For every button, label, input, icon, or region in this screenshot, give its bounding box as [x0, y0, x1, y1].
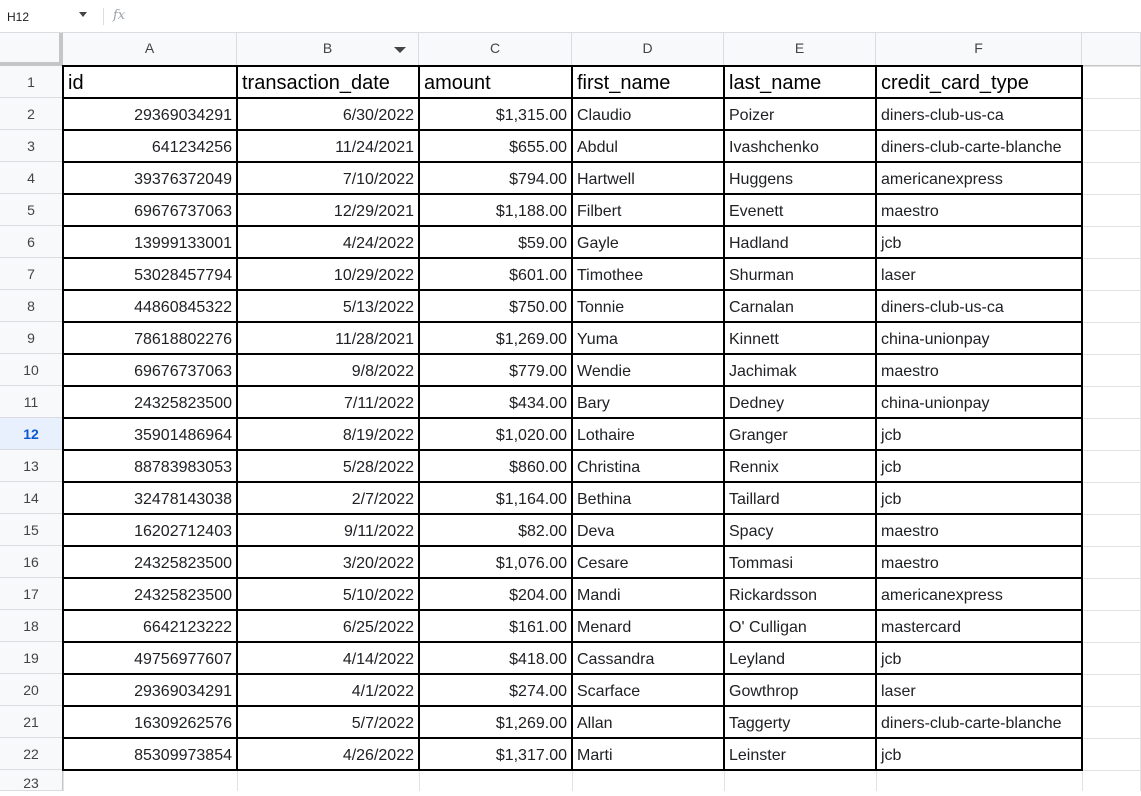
name-box-value: H12 [7, 10, 30, 24]
row-header-16[interactable]: 16 [0, 546, 63, 578]
table-border-h [62, 769, 1083, 771]
table-cell[interactable]: china-unionpay [881, 395, 990, 412]
table-cell[interactable]: Christina [577, 459, 641, 476]
table-cell[interactable]: Menard [577, 619, 632, 636]
table-border-h [62, 481, 1083, 483]
table-cell[interactable]: $434.00 [509, 395, 567, 412]
table-cell[interactable]: Leyland [729, 651, 786, 668]
table-cell[interactable]: maestro [881, 203, 939, 220]
row-header-8[interactable]: 8 [0, 290, 63, 322]
name-box[interactable] [0, 0, 98, 33]
row-header-2[interactable]: 2 [0, 98, 63, 130]
table-cell[interactable]: 85309973854 [134, 747, 232, 764]
function-icon: fx [113, 8, 126, 23]
table-cell[interactable]: 35901486964 [134, 427, 232, 444]
row-header-19[interactable]: 19 [0, 642, 63, 674]
table-cell[interactable]: 3/20/2022 [342, 555, 414, 572]
table-cell[interactable]: 78618802276 [134, 331, 232, 348]
table-cell[interactable]: 4/24/2022 [342, 235, 414, 252]
row-header-11[interactable]: 11 [0, 386, 63, 418]
table-cell[interactable]: $601.00 [509, 267, 567, 284]
table-cell[interactable]: 11/24/2021 [335, 139, 414, 156]
formula-input[interactable] [140, 0, 1141, 33]
table-cell[interactable]: 53028457794 [134, 267, 232, 284]
row-header-22[interactable]: 22 [0, 738, 63, 770]
select-all-corner[interactable] [0, 33, 63, 66]
table-cell[interactable]: Cesare [577, 555, 629, 572]
table-border-h [62, 737, 1083, 739]
table-cell[interactable]: Wendie [577, 363, 631, 380]
table-cell[interactable]: diners-club-carte-blanche [881, 715, 1062, 732]
row-header-5[interactable]: 5 [0, 194, 63, 226]
table-cell[interactable]: 44860845322 [134, 299, 232, 316]
table-cell[interactable]: $204.00 [509, 587, 567, 604]
table-border-h [62, 705, 1083, 707]
table-border-h [62, 385, 1083, 387]
column-header-a[interactable]: A [63, 33, 237, 66]
table-border-h [62, 673, 1083, 675]
table-cell[interactable]: 4/26/2022 [342, 747, 414, 764]
table-cell[interactable]: Dedney [729, 395, 785, 412]
table-cell[interactable]: 2/7/2022 [351, 491, 414, 508]
table-cell[interactable]: $274.00 [509, 683, 567, 700]
table-cell[interactable]: Taillard [729, 491, 780, 508]
row-header-15[interactable]: 15 [0, 514, 63, 546]
table-cell[interactable]: Yuma [577, 331, 618, 348]
header-cell-credit-card-type[interactable]: credit_card_type [881, 72, 1029, 94]
table-cell[interactable]: 7/10/2022 [342, 171, 414, 188]
column-header-c[interactable]: C [419, 33, 572, 66]
table-cell[interactable]: 6/30/2022 [342, 107, 414, 124]
row-header-17[interactable]: 17 [0, 578, 63, 610]
row-header-1[interactable]: 1 [0, 66, 63, 98]
table-cell[interactable]: Mandi [577, 587, 621, 604]
table-cell[interactable]: $1,020.00 [495, 427, 567, 444]
table-cell[interactable]: Timothee [577, 267, 644, 284]
row-header-23[interactable]: 23 [0, 770, 63, 791]
table-cell[interactable]: 6/25/2022 [342, 619, 414, 636]
table-border-h [62, 641, 1083, 643]
table-cell[interactable]: 641234256 [151, 139, 232, 156]
table-cell[interactable]: maestro [881, 363, 939, 380]
header-cell-amount[interactable]: amount [424, 72, 491, 94]
header-cell-last-name[interactable]: last_name [729, 72, 822, 94]
table-cell[interactable]: $1,188.00 [495, 203, 567, 220]
table-border-h [62, 321, 1083, 323]
table-cell[interactable]: $418.00 [509, 651, 567, 668]
table-cell[interactable]: 39376372049 [134, 171, 232, 188]
table-cell[interactable]: Marti [577, 747, 613, 764]
table-cell[interactable]: Lothaire [577, 427, 635, 444]
table-cell[interactable]: jcb [881, 427, 902, 444]
table-border-h [62, 225, 1083, 227]
table-cell[interactable]: Rennix [729, 459, 779, 476]
table-border-h [62, 609, 1083, 611]
table-border-h [62, 577, 1083, 579]
row-header-7[interactable]: 7 [0, 258, 63, 290]
column-header-empty [1082, 33, 1141, 66]
table-cell[interactable]: Taggerty [729, 715, 791, 732]
table-cell[interactable]: Poizer [729, 107, 775, 124]
table-cell[interactable]: americanexpress [881, 171, 1003, 188]
formula-bar-divider [103, 8, 104, 25]
table-cell[interactable]: Claudio [577, 107, 632, 124]
table-cell[interactable]: 9/11/2022 [344, 523, 414, 540]
table-cell[interactable]: 5/7/2022 [351, 715, 414, 732]
table-border-h [62, 289, 1083, 291]
table-cell[interactable]: 69676737063 [134, 203, 232, 220]
table-cell[interactable]: $750.00 [509, 299, 567, 316]
row-header-6[interactable]: 6 [0, 226, 63, 258]
row-header-20[interactable]: 20 [0, 674, 63, 706]
table-cell[interactable]: $1,269.00 [495, 715, 567, 732]
table-cell[interactable]: $655.00 [509, 139, 567, 156]
table-border-h [62, 417, 1083, 419]
table-cell[interactable]: Jachimak [729, 363, 797, 380]
table-cell[interactable]: $779.00 [509, 363, 567, 380]
table-cell[interactable]: mastercard [881, 619, 962, 636]
table-cell[interactable]: $1,164.00 [495, 491, 567, 508]
table-cell[interactable]: Hartwell [577, 171, 635, 188]
row-header-4[interactable]: 4 [0, 162, 63, 194]
table-cell[interactable]: 16309262576 [134, 715, 232, 732]
table-cell[interactable]: 32478143038 [134, 491, 232, 508]
table-cell[interactable]: 12/29/2021 [333, 203, 414, 220]
table-cell[interactable]: jcb [881, 747, 902, 764]
table-cell[interactable]: 4/14/2022 [342, 651, 414, 668]
table-cell[interactable]: diners-club-carte-blanche [881, 139, 1062, 156]
table-cell[interactable]: Kinnett [729, 331, 779, 348]
column-header-d[interactable]: D [572, 33, 724, 66]
table-cell[interactable]: 11/28/2021 [335, 331, 414, 348]
table-cell[interactable]: Deva [577, 523, 615, 540]
table-cell[interactable]: americanexpress [881, 587, 1003, 604]
row-header-9[interactable]: 9 [0, 322, 63, 354]
table-cell[interactable]: 69676737063 [134, 363, 232, 380]
column-header-f[interactable]: F [876, 33, 1082, 66]
table-cell[interactable]: jcb [881, 235, 902, 252]
table-cell[interactable]: Bethina [577, 491, 632, 508]
table-cell[interactable]: 5/28/2022 [342, 459, 414, 476]
table-cell[interactable]: 6642123222 [143, 619, 232, 636]
table-cell[interactable]: 16202712403 [134, 523, 232, 540]
row-header-21[interactable]: 21 [0, 706, 63, 738]
row-header-14[interactable]: 14 [0, 482, 63, 514]
header-cell-transaction-date[interactable]: transaction_date [242, 72, 390, 94]
table-cell[interactable]: 7/11/2022 [344, 395, 414, 412]
row-header-18[interactable]: 18 [0, 610, 63, 642]
table-cell[interactable]: 5/10/2022 [342, 587, 414, 604]
row-header-13[interactable]: 13 [0, 450, 63, 482]
table-cell[interactable]: Spacy [729, 523, 774, 540]
table-cell[interactable]: Gayle [577, 235, 619, 252]
table-cell[interactable]: 4/1/2022 [351, 683, 414, 700]
table-cell[interactable]: $1,317.00 [495, 747, 567, 764]
table-cell[interactable]: $59.00 [518, 235, 567, 252]
column-header-e[interactable]: E [724, 33, 876, 66]
table-border-h [62, 545, 1083, 547]
header-cell-first-name[interactable]: first_name [577, 72, 671, 94]
formula-bar [0, 0, 1141, 33]
table-cell[interactable]: Scarface [577, 683, 641, 700]
table-cell[interactable]: maestro [881, 555, 939, 572]
header-cell-id[interactable]: id [68, 72, 84, 94]
table-border-h [62, 65, 1083, 67]
table-cell[interactable]: Tonnie [577, 299, 625, 316]
table-cell[interactable]: $1,315.00 [495, 107, 567, 124]
row-header-3[interactable]: 3 [0, 130, 63, 162]
table-cell[interactable]: Carnalan [729, 299, 794, 316]
table-cell[interactable]: 10/29/2022 [333, 267, 414, 284]
table-cell[interactable]: jcb [881, 651, 902, 668]
row-header-12[interactable]: 12 [0, 418, 63, 450]
table-cell[interactable]: 24325823500 [134, 395, 232, 412]
table-cell[interactable]: $1,076.00 [495, 555, 567, 572]
table-cell[interactable]: $161.00 [509, 619, 567, 636]
table-cell[interactable]: Shurman [729, 267, 794, 284]
table-cell[interactable]: Hadland [729, 235, 789, 252]
table-cell[interactable]: $860.00 [509, 459, 567, 476]
table-border-h [62, 513, 1083, 515]
table-border-h [62, 257, 1083, 259]
table-cell[interactable]: Ivashchenko [729, 139, 819, 156]
chevron-down-icon[interactable] [79, 12, 87, 17]
table-cell[interactable]: Granger [729, 427, 788, 444]
table-cell[interactable]: Rickardsson [729, 587, 818, 604]
table-cell[interactable]: 13999133001 [134, 235, 232, 252]
table-cell[interactable]: 24325823500 [134, 555, 232, 572]
table-cell[interactable]: laser [881, 683, 916, 700]
table-cell[interactable]: Evenett [729, 203, 784, 220]
table-cell[interactable]: Gowthrop [729, 683, 799, 700]
table-cell[interactable]: jcb [881, 491, 902, 508]
table-cell[interactable]: O' Culligan [729, 619, 807, 636]
filter-dropdown-icon[interactable] [394, 47, 406, 53]
table-cell[interactable]: $1,269.00 [495, 331, 567, 348]
table-cell[interactable]: 9/8/2022 [351, 363, 414, 380]
table-border-h [62, 193, 1083, 195]
table-cell[interactable]: 88783983053 [134, 459, 232, 476]
table-cell[interactable]: Abdul [577, 139, 618, 156]
table-border-h [62, 97, 1083, 99]
table-border-h [62, 161, 1083, 163]
table-cell[interactable]: diners-club-us-ca [881, 299, 1004, 316]
table-cell[interactable]: $794.00 [509, 171, 567, 188]
table-cell[interactable]: 29369034291 [134, 683, 232, 700]
table-border-h [62, 449, 1083, 451]
table-cell[interactable]: 5/13/2022 [342, 299, 414, 316]
column-header-b[interactable]: B [237, 33, 419, 66]
table-cell[interactable]: Bary [577, 395, 610, 412]
table-cell[interactable]: china-unionpay [881, 331, 990, 348]
table-cell[interactable]: diners-club-us-ca [881, 107, 1004, 124]
table-cell[interactable]: Filbert [577, 203, 622, 220]
table-cell[interactable]: $82.00 [518, 523, 567, 540]
table-cell[interactable]: Huggens [729, 171, 794, 188]
table-cell[interactable]: laser [881, 267, 916, 284]
row-header-10[interactable]: 10 [0, 354, 63, 386]
table-cell[interactable]: 29369034291 [134, 107, 232, 124]
table-cell[interactable]: 49756977607 [134, 651, 232, 668]
table-cell[interactable]: 8/19/2022 [342, 427, 414, 444]
table-cell[interactable]: Allan [577, 715, 613, 732]
table-cell[interactable]: Tommasi [729, 555, 794, 572]
table-border-h [62, 129, 1083, 131]
table-cell[interactable]: jcb [881, 459, 902, 476]
table-cell[interactable]: Leinster [729, 747, 786, 764]
table-cell[interactable]: Cassandra [577, 651, 655, 668]
table-cell[interactable]: 24325823500 [134, 587, 232, 604]
table-cell[interactable]: maestro [881, 523, 939, 540]
table-border-h [62, 353, 1083, 355]
